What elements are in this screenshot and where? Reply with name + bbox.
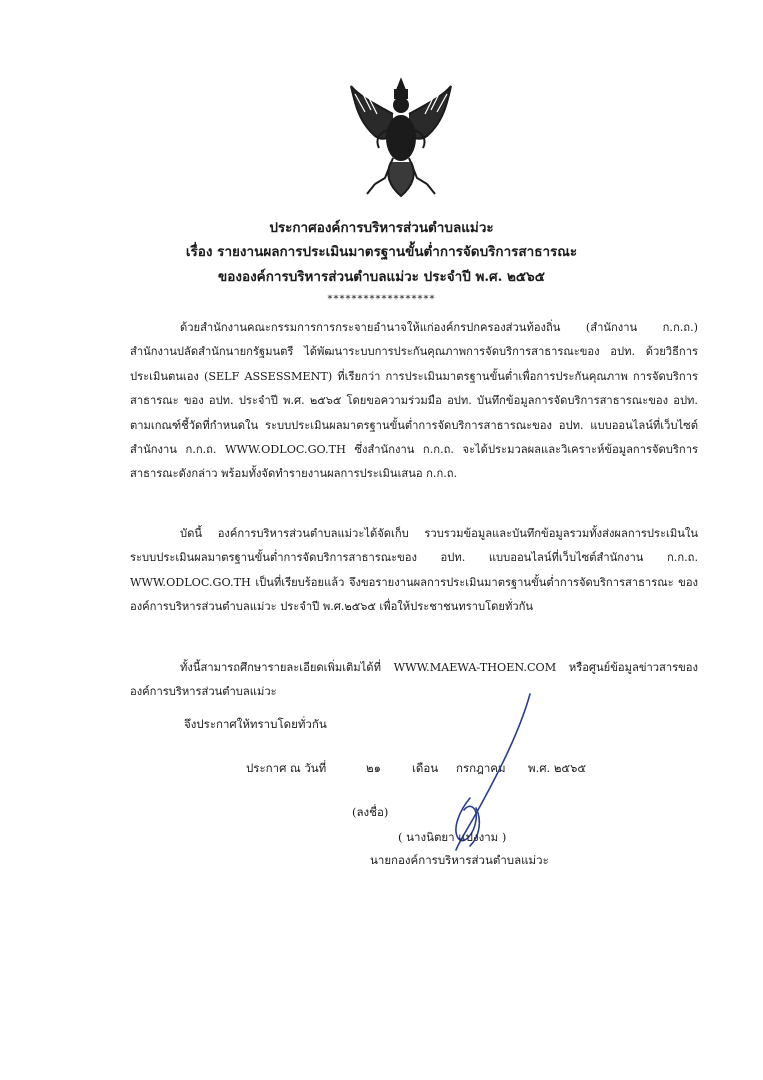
date-month: กรกฎาคม xyxy=(456,761,506,775)
paragraph-3-text: ทั้งนี้สามารถศึกษารายละเอียดเพิ่มเติมได้ที่ WWW.MAEWA-THOEN.COM หรือศูนย์ข้อมูลข่าวสารขององค์การบริหารส่วนตำบลแม่วะ xyxy=(130,661,698,699)
paragraph-2-text: บัดนี้ องค์การบริหารส่วนตำบลแม่วะได้จัดเก็บ รวบรวมข้อมูลและบันทึกข้อมูลรวมทั้งส่งผลการประเมินในระบบประเมินผลมาตรฐานขั้นต่ำการจัดบริการสาธารณะของ อปท. แบบออนไลน์ที่เว็บไซต์สำนักงาน ก.ก.ถ. WWW.ODLOC.GO.TH เป็นที่เรียบร้อยแล้ว จึงขอรายงานผลการประเมินมาตรฐานขั้นต่ำการจัดบริการสาธารณะ ขององค์การบริหารส่วนตำบลแม่วะ ประจำปี พ.ศ.๒๕๖๕ เพื่อให้ประชาชนทราบโดยทั่วกัน xyxy=(130,527,698,614)
title-separator: ****************** xyxy=(327,294,436,305)
paragraph-1-text: ด้วยสำนักงานคณะกรรมการการกระจายอำนาจให้แก่องค์กรปกครองส่วนท้องถิ่น (สำนักงาน ก.ก.ถ.) สำนักงานปลัดสำนักนายกรัฐมนตรี ได้พัฒนาระบบการประกันคุณภาพการจัดบริการสาธารณะของ อปท. ด้วยวิธีการประเมินตนเอง (SELF ASSESSMENT) ที่เรียกว่า การประเมินมาตรฐานขั้นต่ำเพื่อการประกันคุณภาพ การจัดบริการสาธารณะ ของ อปท. ประจำปี พ.ศ. ๒๕๖๕ โดยขอความร่วมมือ อปท. บันทึกข้อมูลการจัดบริการสาธารณะของ อปท. ตามเกณฑ์ชี้วัดที่กำหนดใน ระบบประเมินผลมาตรฐานขั้นต่ำการจัดบริการสาธารณะของ อปท. แบบออนไลน์ที่เว็บไซต์สำนักงาน ก.ก.ถ. WWW.ODLOC.GO.TH ซึ่งสำนักงาน ก.ก.ถ. จะได้ประมวลผลและวิเคราะห์ข้อมูลการจัดบริการสาธารณะดังกล่าว พร้อมทั้งจัดทำรายงานผลการประเมินเสนอ ก.ก.ถ. xyxy=(130,321,698,481)
title-line-3: ขององค์การบริหารส่วนตำบลแม่วะ ประจำปี พ.ศ. ๒๕๖๕ xyxy=(218,269,545,285)
garuda-emblem xyxy=(345,74,457,202)
closing-statement: จึงประกาศให้ทราบโดยทั่วกัน xyxy=(184,717,327,731)
date-day: ๒๑ xyxy=(366,761,381,775)
paragraph-1 xyxy=(130,316,698,487)
signer-position: นายกองค์การบริหารส่วนตำบลแม่วะ xyxy=(370,853,549,867)
paragraph-2 xyxy=(130,522,698,620)
date-month-label: เดือน xyxy=(412,761,439,775)
signer-name: ( นางนิตยา แปงงาม ) xyxy=(398,830,507,844)
date-label: ประกาศ ณ วันที่ xyxy=(246,761,327,775)
title-line-1: ประกาศองค์การบริหารส่วนตำบลแม่วะ xyxy=(269,220,494,236)
signed-label: (ลงชื่อ) xyxy=(352,805,389,819)
paragraph-3 xyxy=(130,656,698,705)
title-line-2: เรื่อง รายงานผลการประเมินมาตรฐานขั้นต่ำการจัดบริการสาธารณะ xyxy=(185,244,578,260)
date-year: พ.ศ. ๒๕๖๕ xyxy=(528,761,587,775)
